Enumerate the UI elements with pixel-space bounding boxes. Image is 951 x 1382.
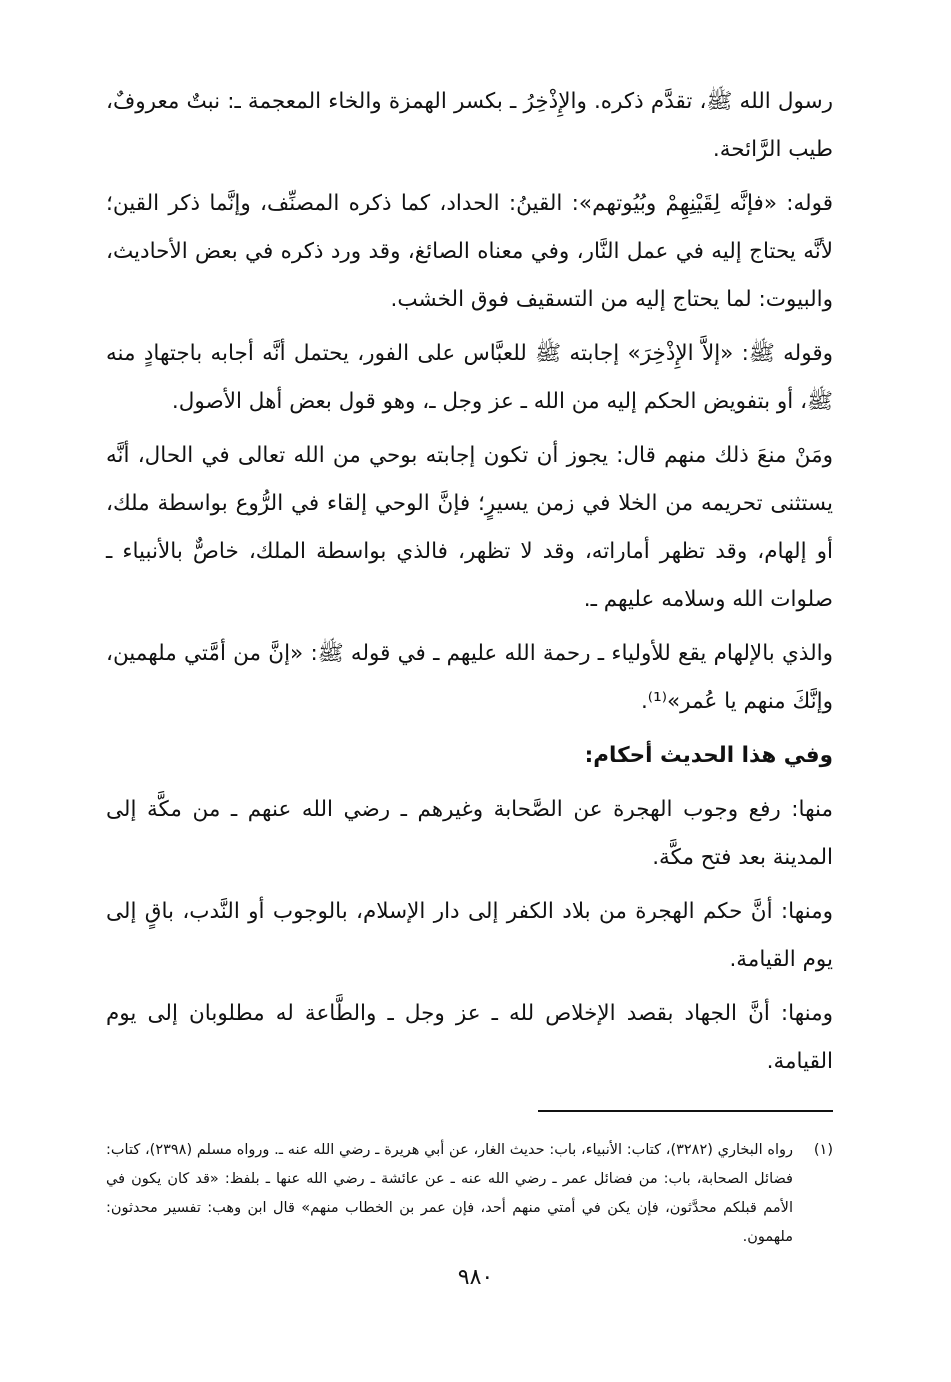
paragraph-2: قوله: «فإنَّه لِقَيْنِهِمْ وبُيُوتهم»: القينُ: الحداد، كما ذكره المصنِّف، وإنَّما ذكر القين؛ لأنَّه يحتاج إليه في عمل النَّار، وفي معناه الصائغ، وقد ورد ذكره في بعض الأحاديث، والبيوت: لما يحتاج إليه من التسقيف فوق الخشب. [106, 191, 833, 312]
page-number: ٩٨٠ [457, 1265, 494, 1290]
paragraph-5: والذي بالإلهام يقع للأولياء ـ رحمة الله عليهم ـ في قوله ﷺ: «إنَّ من أمَّتي ملهمين، وإنَّكَ منهم يا عُمر»⁽¹⁾. [106, 641, 833, 714]
footnote-number: (١) [813, 1142, 833, 1158]
section-heading: وفي هذا الحديث أحكام: [584, 743, 833, 768]
footnote [106, 1136, 833, 1252]
footnote-text: رواه البخاري (٣٢٨٢)، كتاب: الأنبياء، باب: حديث الغار، عن أبي هريرة ـ رضي الله عنه ـ. ورواه مسلم (٢٣٩٨)، كتاب: فضائل الصحابة، باب: من فضائل عمر ـ رضي الله عنه ـ عن عائشة ـ رضي الله عنها ـ بلفظ: «قد كان يكون في الأمم قبلكم محدَّثون، فإن يكن في أمتي منهم أحد، فإن عمر بن الخطاب منهم» قال ابن وهب: تفسير محدثون: ملهمون. [106, 1142, 793, 1245]
paragraph-7: منها: رفع وجوب الهجرة عن الصَّحابة وغيرهم ـ رضي الله عنهم ـ من مكَّة إلى المدينة بعد فتح مكَّة. [106, 797, 833, 870]
paragraph-3: وقوله ﷺ: «إلاَّ الإِذْخِرَ» إجابته ﷺ للعبَّاس على الفور، يحتمل أنَّه أجابه باجتهادٍ منه ﷺ، أو بتفويض الحكم إليه من الله ـ عز وجل ـ، وهو قول بعض أهل الأصول. [106, 341, 833, 414]
footnote-divider [538, 1110, 833, 1112]
paragraph-4: ومَنْ منعَ ذلك منهم قال: يجوز أن تكون إجابته بوحي من الله تعالى في الحال، أنَّه يستثنى تحريمه من الخلا في زمن يسيرٍ؛ فإنَّ الوحي إلقاء في الرُّوع بواسطة ملك، أو إلهام، وقد تظهر أماراته، وقد لا تظهر، فالذي بواسطة الملك، خاصٌّ بالأنبياء ـ صلوات الله وسلامه عليهم ـ. [106, 443, 833, 612]
paragraph-1: رسول الله ﷺ، تقدَّم ذكره. والإِذْخِرُ ـ بكسر الهمزة والخاء المعجمة ـ: نبتٌ معروفٌ، طيب الرَّائحة. [106, 89, 833, 162]
paragraph-9: ومنها: أنَّ الجهاد بقصد الإخلاص لله ـ عز وجل ـ والطَّاعة له مطلوبان إلى يوم القيامة. [106, 1001, 833, 1074]
paragraph-8: ومنها: أنَّ حكم الهجرة من بلاد الكفر إلى دار الإسلام، بالوجوب أو النَّدب، باقٍ إلى يوم القيامة. [106, 899, 833, 972]
